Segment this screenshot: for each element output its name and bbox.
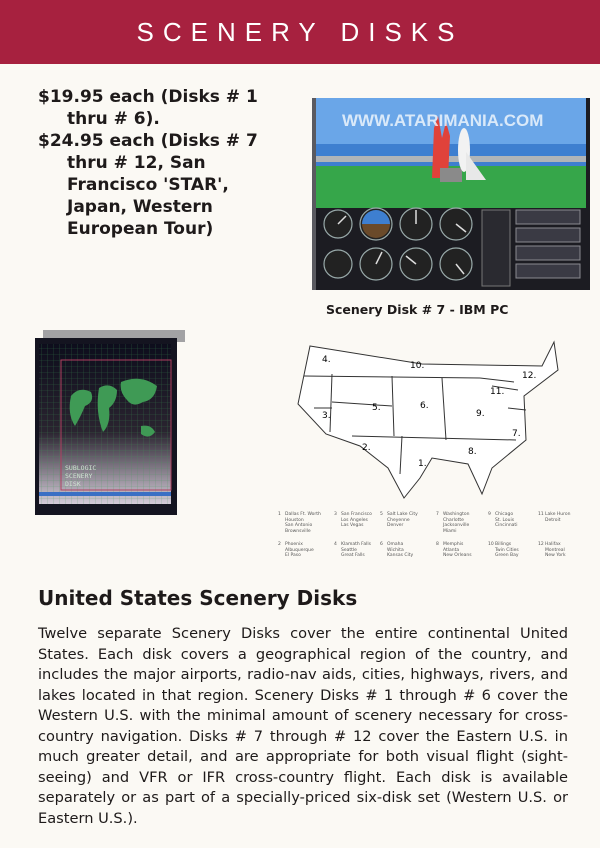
region-label: 8.: [468, 447, 477, 457]
package-label: SCENERY: [65, 472, 93, 480]
legend-num: 12: [538, 542, 544, 547]
price-line: Francisco 'STAR',: [67, 175, 229, 195]
region-label: 5.: [372, 403, 381, 413]
legend-cities: Chicago St. Louis Cincinnati: [495, 512, 518, 528]
region-label: 6.: [420, 401, 429, 411]
region-label: 2.: [362, 443, 371, 453]
region-label: 7.: [512, 429, 521, 439]
price-line: European Tour): [67, 219, 214, 239]
legend-num: 3: [334, 512, 337, 517]
price-block: [38, 86, 298, 240]
legend-num: 6: [380, 542, 383, 547]
legend-cities: Billings Twin Cities Green Bay: [495, 542, 519, 558]
package-art: [35, 330, 185, 515]
legend-cities: Salt Lake City Cheyenne Denver: [387, 512, 418, 528]
region-label: 10.: [410, 361, 425, 371]
legend-cities: Halifax Montreal New York: [545, 542, 566, 558]
legend-num: 7: [436, 512, 439, 517]
region-label: 1.: [418, 459, 427, 469]
region-label: 12.: [522, 371, 537, 381]
legend-cities: Memphis Atlanta New Orleans: [443, 542, 472, 558]
legend-num: 10: [488, 542, 494, 547]
watermark: WWW.ATARIMANIA.COM: [342, 111, 544, 130]
legend-num: 2: [278, 542, 281, 547]
map-legend: [278, 512, 588, 566]
package-label: SUBLOGIC: [65, 464, 97, 472]
legend-cities: Lake Huron Detroit: [545, 512, 571, 523]
header-banner: [0, 0, 600, 64]
legend-num: 1: [278, 512, 281, 517]
flight-sim-scene: [316, 98, 586, 290]
legend-cities: Omaha Wichita Kansas City: [387, 542, 414, 558]
section-heading: United States Scenery Disks: [38, 586, 358, 610]
region-label: 9.: [476, 409, 485, 419]
legend-cities: Washington Charlotte Jacksonville Miami: [443, 512, 470, 534]
price-line: $24.95 each (Disks # 7: [38, 131, 258, 151]
region-map-svg: [292, 336, 562, 506]
package-label: DISK: [65, 480, 81, 488]
region-label: 3.: [322, 411, 331, 421]
legend-num: 5: [380, 512, 383, 517]
price-line: $19.95 each (Disks # 1: [38, 87, 258, 107]
us-region-map: [292, 336, 562, 506]
legend-num: 8: [436, 542, 439, 547]
price-line: thru # 6).: [67, 109, 160, 129]
ibm-pc-screenshot: [312, 98, 590, 290]
price-line: thru # 12, San: [67, 153, 206, 173]
legend-num: 9: [488, 512, 491, 517]
legend-cities: Phoenix Albuquerque El Paso: [285, 542, 314, 558]
legend-cities: Dallas Ft. Worth Houston San Antonio Brownsville: [285, 512, 321, 534]
legend-cities: San Francisco Los Angeles Las Vegas: [341, 512, 372, 528]
screenshot-caption: Scenery Disk # 7 - IBM PC: [326, 302, 509, 317]
legend-cities: Klamath Falls Seattle Great Falls: [341, 542, 371, 558]
legend-num: 11: [538, 512, 544, 517]
region-label: 4.: [322, 355, 331, 365]
region-label: 11.: [490, 387, 505, 397]
body-paragraph: Twelve separate Scenery Disks cover the entire continental United States. Each disk covers a geographical region of the country, and includes the major airports, radio-nav aids, cities, highways, rivers, and lakes located in that region. Scenery Disks # 1 through # 6 cover the Western U.S. with the minimal amount of scenery necessary for cross-country navigation. Disks # 7 through # 12 cover the Eastern U.S. in much greater detail, and are appropriate for both visual flight (sight-seeing) and VFR or IFR cross-country flight. Each disk is available separately or as part of a specially-priced six-disk set (Western U.S. or Eastern U.S.).: [38, 625, 568, 827]
legend-num: 4: [334, 542, 337, 547]
price-line: Japan, Western: [67, 197, 213, 217]
scenery-disk-package: [35, 330, 185, 515]
page-title: SCENERY DISKS: [136, 16, 464, 47]
